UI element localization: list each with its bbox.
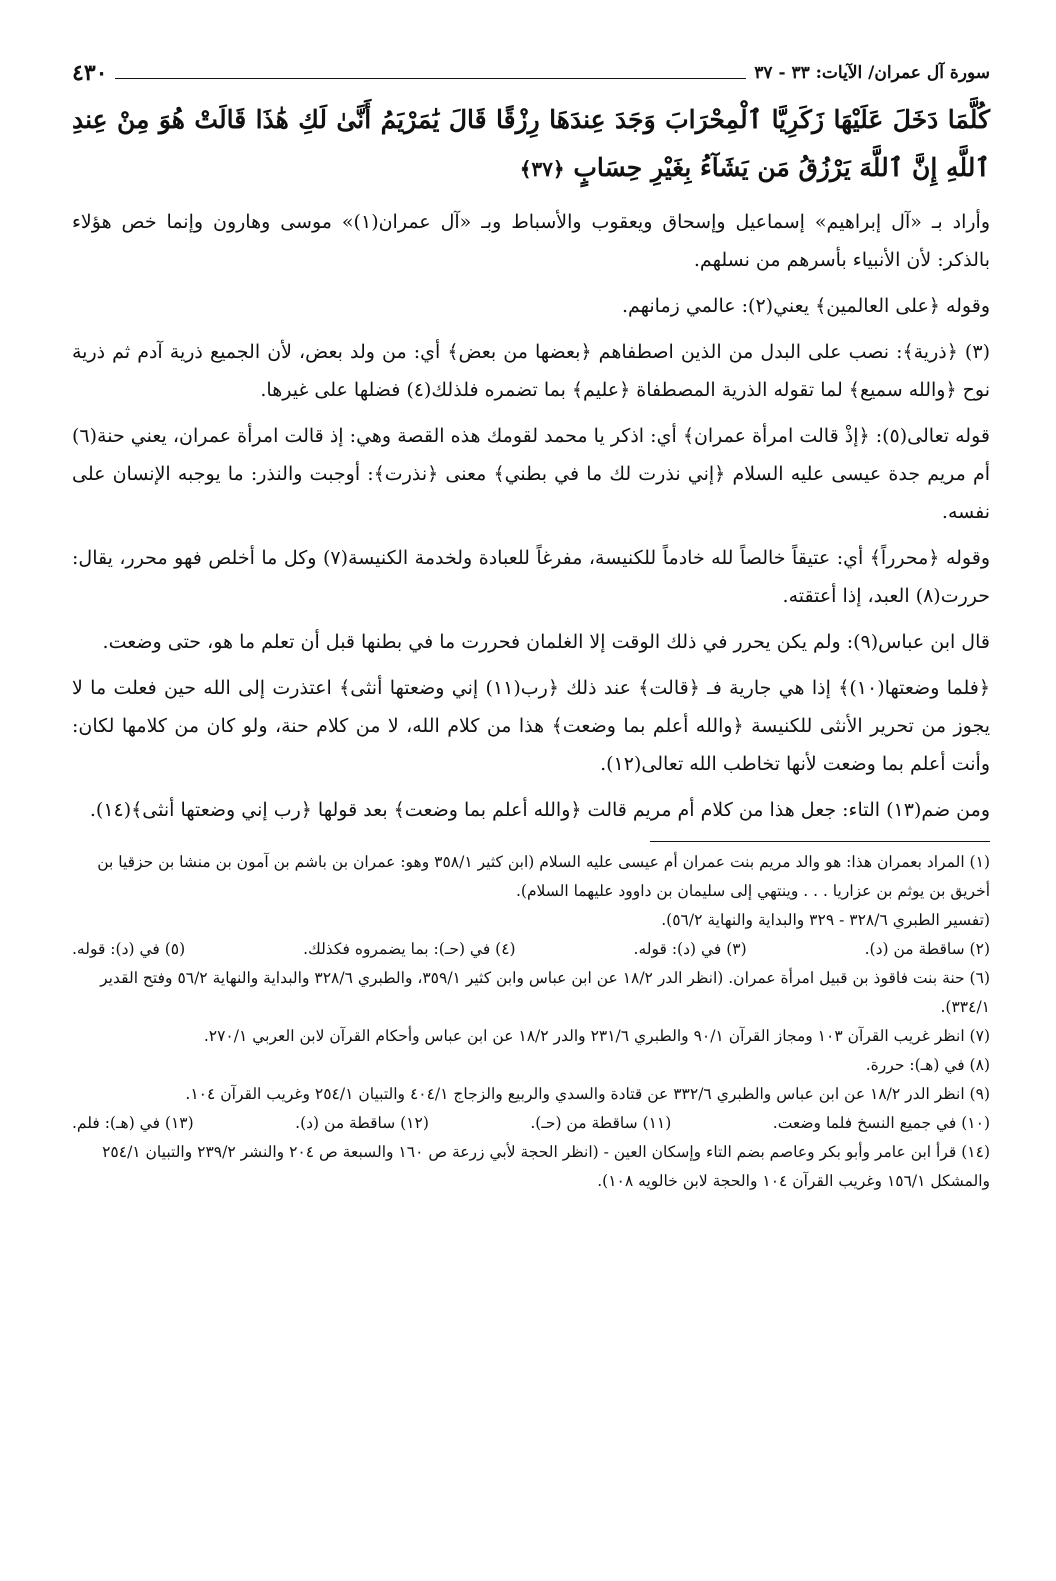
footnote: (٧) انظر غريب القرآن ١٠٣ ومجاز القرآن ٩٠/١ والطبري ٢٣١/٦ والدر ١٨/٢ عن ابن عباس وأحكام القرآن لابن العربي ٢٧٠/١. bbox=[203, 1027, 990, 1045]
footnote-row bbox=[72, 935, 990, 964]
footnote-row bbox=[72, 1109, 990, 1138]
commentary bbox=[72, 203, 990, 829]
running-head bbox=[72, 60, 990, 86]
footnote: (١) المراد بعمران هذا: هو والد مريم بنت عمران أم عيسى عليه السلام (ابن كثير ٣٥٨/١ وهو: عمران بن باشم بن آمون بن منشا بن حزقيا بن أخريق بن يوثم بن عزاريا . . . وينتهي إلى سليمان بن داوود عليهما السلام). bbox=[97, 853, 990, 900]
commentary-paragraph: وقوله ﴿على العالمين﴾ يعني(٢): عالمي زمانهم. bbox=[621, 295, 990, 317]
commentary-paragraph: ومن ضم(١٣) التاء: جعل هذا من كلام أم مريم قالت ﴿والله أعلم بما وضعت﴾ بعد قولها ﴿رب إني وضعتها أنثى﴾(١٤). bbox=[89, 799, 990, 821]
header-rule bbox=[115, 68, 746, 79]
quran-verse bbox=[72, 96, 990, 193]
footnote: (٨) في (هـ): حررة. bbox=[865, 1056, 990, 1074]
footnote: (٥) في (د): قوله. bbox=[72, 940, 186, 958]
footnote: (١١) ساقطة من (حـ). bbox=[530, 1114, 672, 1132]
footnote: (١٤) قرأ ابن عامر وأبو بكر وعاصم بضم التاء وإسكان العين - (انظر الحجة لأبي زرعة ص ١٦٠ والسبعة ص ٢٠٤ والنشر ٢٣٩/٢ والتبيان ٢٥٤/١ والمشكل ١٥٦/١ وغريب القرآن ١٠٤ والحجة لابن خالويه ١٠٨). bbox=[102, 1143, 990, 1190]
commentary-paragraph: ﴿فلما وضعتها(١٠)﴾ إذا هي جارية فـ ﴿قالت﴾ عند ذلك ﴿رب(١١) إني وضعتها أنثى﴾ اعتذرت إلى الله حين فعلت ما لا يجوز من تحرير الأنثى للكنيسة ﴿والله أعلم بما وضعت﴾ هذا من كلام الله، لا من كلام حنة، ولو كان من كلامها لكان: وأنت أعلم بما وضعت لأنها تخاطب الله تعالى(١٢). bbox=[72, 677, 990, 775]
verse-number: ﴿٣٧﴾ bbox=[519, 157, 565, 181]
commentary-paragraph: وأراد بـ «آل إبراهيم» إسماعيل وإسحاق ويعقوب والأسباط وبـ «آل عمران(١)» موسى وهارون وإنما خص هؤلاء بالذكر: لأن الأنبياء بأسرهم من نسلهم. bbox=[72, 211, 990, 271]
footnote: (١٣) في (هـ): فلم. bbox=[72, 1114, 194, 1132]
footnote-separator bbox=[650, 841, 990, 842]
commentary-paragraph: وقوله ﴿محرراً﴾ أي: عتيقاً خالصاً لله خادماً للكنيسة، مفرغاً للعبادة ولخدمة الكنيسة(٧) وكل ما أخلص فهو محرر، يقال: حررت(٨) العبد، إذا أعتقته. bbox=[72, 547, 990, 607]
commentary-paragraph: قوله تعالى(٥): ﴿إذْ قالت امرأة عمران﴾ أي: اذكر يا محمد لقومك هذه القصة وهي: إذ قالت امرأة عمران، يعني حنة(٦) أم مريم جدة عيسى عليه السلام ﴿إني نذرت لك ما في بطني﴾ معنى ﴿نذرت﴾: أوجبت والنذر: ما يوجبه الإنسان على نفسه. bbox=[72, 425, 990, 523]
verse-text: كُلَّمَا دَخَلَ عَلَيْهَا زَكَرِيَّا ٱلْمِحْرَابَ وَجَدَ عِندَهَا رِزْقًا قَالَ يَٰمَرْيَمُ أَنَّىٰ لَكِ هَٰذَا قَالَتْ هُوَ مِنْ عِندِ ٱللَّهِ إِنَّ ٱللَّهَ يَرْزُقُ مَن يَشَآءُ بِغَيْرِ حِسَابٍ bbox=[72, 105, 990, 182]
footnote: (٤) في (حـ): بما يضمروه فكذلك. bbox=[303, 940, 516, 958]
footnote: (١٠) في جميع النسخ فلما وضعت. bbox=[772, 1114, 990, 1132]
sura-title: سورة آل عمران/ الآيات: ٣٣ - ٣٧ bbox=[754, 63, 990, 83]
footnote: (٢) ساقطة من (د). bbox=[864, 940, 990, 958]
footnote-reference: (تفسير الطبري ٣٢٨/٦ - ٣٢٩ والبداية والنهاية ٥٦/٢). bbox=[661, 911, 990, 929]
commentary-paragraph: قال ابن عباس(٩): ولم يكن يحرر في ذلك الوقت إلا الغلمان فحررت ما في بطنها قبل أن تعلم ما هو، حتى وضعت. bbox=[102, 631, 990, 653]
page-number: ٤٣٠ bbox=[72, 60, 108, 86]
footnote: (١٢) ساقطة من (د). bbox=[295, 1114, 429, 1132]
footnote: (٣) في (د): قوله. bbox=[633, 940, 747, 958]
footnote: (٩) انظر الدر ١٨/٢ عن ابن عباس والطبري ٣٣٢/٦ عن قتادة والسدي والربيع والزجاج ٤٠٤/١ والتبيان ٢٥٤/١ وغريب القرآن ١٠٤. bbox=[185, 1085, 990, 1103]
footnotes bbox=[72, 848, 990, 1196]
commentary-paragraph: (٣) ﴿ذرية﴾: نصب على البدل من الذين اصطفاهم ﴿بعضها من بعض﴾ أي: من ولد بعض، لأن الجميع ذرية آدم ثم ذرية نوح ﴿والله سميع﴾ لما تقوله الذرية المصطفاة ﴿عليم﴾ بما تضمره فلذلك(٤) فضلها على غيرها. bbox=[72, 341, 990, 401]
footnote: (٦) حنة بنت فاقوذ بن قبيل امرأة عمران. (انظر الدر ١٨/٢ عن ابن عباس وابن كثير ٣٥٩/١، والطبري ٣٢٨/٦ والبداية والنهاية ٥٦/٢ وفتح القدير ٣٣٤/١). bbox=[100, 969, 990, 1016]
